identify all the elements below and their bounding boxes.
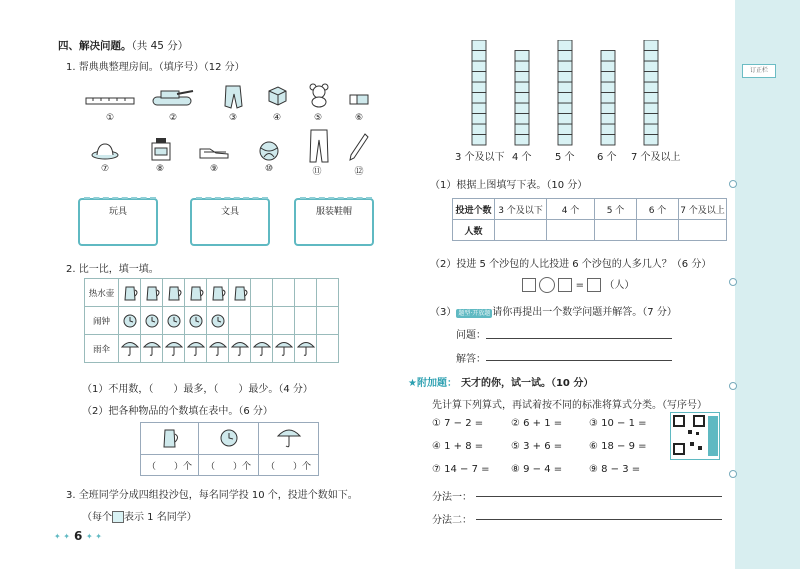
chart-unit-square — [601, 135, 615, 146]
chart-unit-square — [472, 40, 486, 51]
chart-unit-square — [515, 51, 529, 62]
chart-column-3 — [558, 40, 572, 145]
chart-unit-square — [472, 93, 486, 104]
chart-unit-square — [515, 114, 529, 125]
item-label: ⑥ — [354, 113, 364, 123]
chart-unit-square — [558, 135, 572, 146]
chart-unit-square — [558, 82, 572, 93]
chart-unit-square — [601, 93, 615, 104]
item-label: ⑩ — [264, 164, 274, 174]
expression: ④ 1 + 8 = — [432, 441, 484, 452]
ink-bottle-icon — [148, 136, 174, 162]
category-box-stationery[interactable] — [190, 198, 270, 246]
section-heading: 四、解决问题。（共 45 分） — [58, 40, 189, 52]
grid-row-clock — [85, 307, 339, 335]
q1-text: 1. 帮典典整理房间。（填序号）（12 分） — [66, 62, 245, 73]
chart-column-4 — [601, 51, 615, 146]
chart-category-label: 3 个及以下 — [455, 152, 505, 163]
shoes-icon — [198, 140, 230, 162]
expression: ③ 10 − 1 = — [589, 418, 647, 429]
table-header: 6 个 — [637, 199, 679, 220]
page-deco: ✦ ✦ — [54, 532, 70, 541]
category-box-clothing[interactable] — [294, 198, 374, 246]
pants-icon — [306, 128, 332, 164]
item-label: ⑧ — [155, 164, 165, 174]
item-label: ⑤ — [313, 113, 323, 123]
chart-unit-square — [472, 124, 486, 135]
chart-unit-square — [472, 103, 486, 114]
correction-tab: 订正栏 — [742, 64, 776, 78]
chart-unit-square — [601, 51, 615, 62]
chart-unit-square — [601, 82, 615, 93]
chart-unit-square — [472, 82, 486, 93]
chart-unit-square — [515, 124, 529, 135]
chart-unit-square — [558, 40, 572, 51]
table-header: 5 个 — [595, 199, 637, 220]
teddy-bear-icon — [306, 82, 332, 108]
comparison-grid — [84, 278, 339, 363]
ruler-icon — [84, 90, 136, 112]
q3-sub1: （1）根据上图填写下表。（10 分） — [430, 180, 588, 191]
chart-unit-square — [515, 61, 529, 72]
expression: ⑤ 3 + 6 = — [511, 441, 563, 452]
item-label: ② — [168, 113, 178, 123]
expression: ⑨ 8 − 3 = — [589, 464, 641, 475]
qr-code-icon — [670, 412, 720, 460]
answer-cell[interactable] — [595, 220, 637, 241]
count-table — [140, 422, 319, 476]
q3-sub2: （2）投进 5 个沙包的人比投进 6 个沙包的人多几人？（6 分） — [430, 259, 712, 270]
answer-cell[interactable] — [547, 220, 595, 241]
chart-category-label: 6 个 — [597, 152, 617, 163]
answer-box[interactable] — [587, 278, 601, 292]
chart-column-1 — [472, 40, 486, 145]
chart-unit-square — [644, 135, 658, 146]
q3-sub3: （3） 题型·开放题 请你再提出一个数学问题并解答。（7 分） — [430, 307, 677, 318]
row-label: 热水壶 — [85, 279, 119, 307]
q2-text: 2. 比一比，填一填。 — [66, 264, 159, 275]
binding-hole — [729, 382, 737, 390]
hat-icon — [90, 138, 120, 162]
category-label: 玩具 — [108, 207, 127, 217]
table-header: 7 个及以上 — [679, 199, 727, 220]
column-chart — [450, 40, 690, 160]
category-label: 文具 — [220, 207, 239, 217]
answer-line[interactable] — [486, 360, 672, 361]
chart-unit-square — [515, 135, 529, 146]
open-question-badge: 题型·开放题 — [458, 310, 491, 317]
expression: ① 7 − 2 = — [432, 418, 484, 429]
item-label: ① — [105, 113, 115, 123]
chart-unit-square — [644, 40, 658, 51]
category-box-toys[interactable] — [78, 198, 158, 246]
item-label: ④ — [272, 113, 282, 123]
chart-unit-square — [558, 72, 572, 83]
table-header: 投进个数 — [453, 199, 495, 220]
chart-unit-square — [601, 72, 615, 83]
bonus-heading: ★附加题： 天才的你，试一试。（10 分） — [408, 378, 594, 389]
scarf-icon — [220, 84, 246, 110]
table-header: 4 个 — [547, 199, 595, 220]
q3-text: 3. 全班同学分成四组投沙包，每名同学投 10 个，投进个数如下。 — [66, 490, 358, 501]
chart-unit-square — [644, 72, 658, 83]
rubiks-cube-icon — [264, 84, 290, 106]
chart-unit-square — [644, 82, 658, 93]
chart-column-2 — [515, 51, 529, 146]
chart-unit-square — [601, 124, 615, 135]
chart-category-label: 5 个 — [555, 152, 575, 163]
answer-box[interactable] — [522, 278, 536, 292]
chart-unit-square — [601, 103, 615, 114]
chart-unit-square — [472, 114, 486, 125]
umbrella-count-cell[interactable]: （ ）个 — [259, 455, 319, 476]
chart-unit-square — [515, 103, 529, 114]
item-label: ⑦ — [100, 164, 110, 174]
page-number: 6 — [74, 529, 83, 543]
chart-unit-square — [644, 103, 658, 114]
chart-unit-square — [472, 61, 486, 72]
chart-column-5 — [644, 40, 658, 145]
answer-box[interactable] — [558, 278, 572, 292]
ball-icon — [256, 140, 282, 162]
chart-unit-square — [644, 124, 658, 135]
kettle-count-cell[interactable]: （ ）个 — [141, 455, 199, 476]
item-label: ⑫ — [354, 167, 364, 177]
pencil-icon — [346, 132, 372, 162]
chart-unit-square — [472, 135, 486, 146]
count-summary-table — [452, 198, 727, 241]
page-deco: ✦ ✦ — [86, 532, 102, 541]
q2-sub1: （1）不用数，（ ）最多，（ ）最少。（4 分） — [82, 384, 313, 395]
chart-category-label: 4 个 — [512, 152, 532, 163]
binding-hole — [729, 180, 737, 188]
chart-unit-square — [515, 93, 529, 104]
row-label: 闹钟 — [85, 307, 119, 335]
binding-hole — [729, 278, 737, 286]
chart-unit-square — [515, 82, 529, 93]
chart-unit-square — [644, 51, 658, 62]
chart-unit-square — [644, 61, 658, 72]
table-header: 3 个及以下 — [495, 199, 547, 220]
chart-unit-square — [558, 51, 572, 62]
grid-row-umbrella — [85, 335, 339, 363]
answer-label: 解答： — [456, 354, 486, 365]
expression: ⑧ 9 − 4 = — [511, 464, 563, 475]
equation-row: = （人） — [522, 276, 634, 293]
grid-row-kettle — [85, 279, 339, 307]
method2-line[interactable] — [476, 519, 722, 520]
tank-toy-icon — [148, 84, 196, 110]
bonus-instruction: 先计算下列算式，再试着按不同的标准将算式分类。（写序号） — [432, 400, 707, 411]
operator-circle[interactable] — [539, 277, 555, 293]
chart-unit-square — [644, 114, 658, 125]
row-label: 人数 — [453, 220, 495, 241]
expression: ⑥ 18 − 9 = — [589, 441, 647, 452]
answer-cell[interactable] — [637, 220, 679, 241]
chart-unit-square — [601, 61, 615, 72]
chart-unit-square — [472, 51, 486, 62]
chart-category-label: 7 个及以上 — [631, 152, 681, 163]
chart-unit-square — [558, 103, 572, 114]
chart-unit-square — [558, 61, 572, 72]
binding-hole — [729, 470, 737, 478]
question-label: 问题： — [456, 330, 486, 341]
expression: ⑦ 14 − 7 = — [432, 464, 490, 475]
q3-legend: （每个 表示 1 名同学） — [82, 512, 197, 523]
item-label: ⑨ — [209, 164, 219, 174]
chart-unit-square — [601, 114, 615, 125]
item-label: ⑪ — [312, 167, 322, 177]
chart-unit-square — [558, 124, 572, 135]
chart-unit-square — [558, 114, 572, 125]
row-label: 雨伞 — [85, 335, 119, 363]
q2-sub2: （2）把各种物品的个数填在表中。（6 分） — [82, 406, 273, 417]
answer-cell[interactable] — [495, 220, 547, 241]
chart-unit-square — [472, 72, 486, 83]
clock-count-cell[interactable]: （ ）个 — [199, 455, 259, 476]
method1-label: 分法一： — [432, 492, 472, 503]
eraser-icon — [346, 88, 372, 110]
item-label: ③ — [228, 113, 238, 123]
chart-unit-square — [558, 93, 572, 104]
category-label: 服装鞋帽 — [315, 207, 352, 217]
method2-label: 分法二： — [432, 515, 472, 526]
correction-strip — [735, 0, 800, 569]
question-line[interactable] — [486, 338, 672, 339]
answer-cell[interactable] — [679, 220, 727, 241]
chart-unit-square — [515, 72, 529, 83]
chart-unit-square — [644, 93, 658, 104]
method1-line[interactable] — [476, 496, 722, 497]
expression: ② 6 + 1 = — [511, 418, 563, 429]
